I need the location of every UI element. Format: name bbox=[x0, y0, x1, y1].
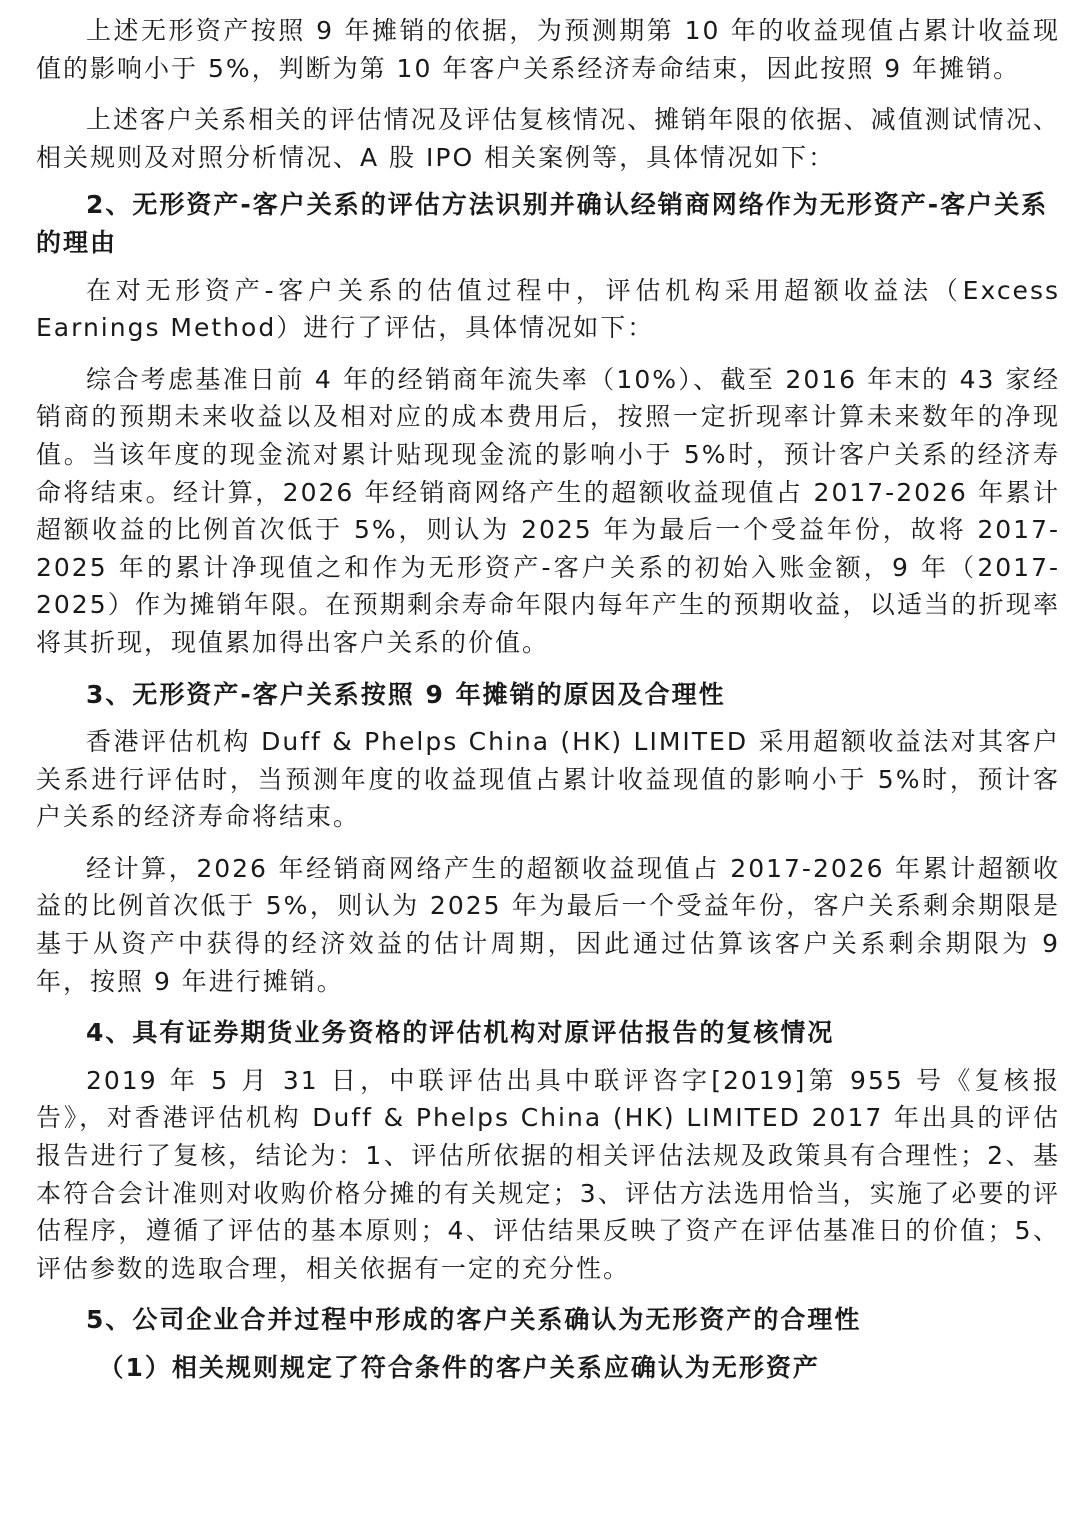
paragraph-remaining-period: 经计算，2026 年经销商网络产生的超额收益现值占 2017-2026 年累计超额收益的比例首次低于 5%，则认为 2025 年为最后一个受益年份，客户关系剩余期限是基于从资产中获得的经济效益的估计周期，因此通过估算该客户关系剩余期限为 9 年，按照 9 年进行摊销。 bbox=[36, 853, 1060, 996]
paragraph-overview: 上述客户关系相关的评估情况及评估复核情况、摊销年限的依据、减值测试情况、相关规则及对照分析情况、A 股 IPO 相关案例等，具体情况如下： bbox=[36, 105, 1060, 172]
section-heading-3: 3、无形资产-客户关系按照 9 年摊销的原因及合理性 bbox=[86, 679, 726, 709]
paragraph-valuation-method: 在对无形资产-客户关系的估值过程中，评估机构采用超额收益法（Excess Earnings Method）进行了评估，具体情况如下： bbox=[36, 275, 1060, 343]
paragraph-calculation-detail: 综合考虑基准日前 4 年的经销商年流失率（10%）、截至 2016 年末的 43 家经销商的预期未来收益以及相对应的成本费用后，按照一定折现率计算未来数年的净现值。当该年度的现金流对累计贴现现金流的影响小于 5%时，预计客户关系的经济寿命将结束。经计算，2026 年经销商网络产生的超额收益现值占 2017-2026 年累计超额收益的比例首次低于 5%，则认为 2025 年为最后一个受益年份，故将 2017-2025 年的累计净现值之和作为无形资产-客户关系的初始入账金额，9 年（2017-2025）作为摊销年限。在预期剩余寿命年限内每年产生的预期收益，以适当的折现率将其折现，现值累加得出客户关系的价值。 bbox=[36, 364, 1060, 657]
section-heading-5: 5、公司企业合并过程中形成的客户关系确认为无形资产的合理性 bbox=[86, 1305, 862, 1335]
sub-heading-5-1: （1）相关规则规定了符合条件的客户关系应确认为无形资产 bbox=[98, 1353, 820, 1382]
section-heading-4: 4、具有证券期货业务资格的评估机构对原评估报告的复核情况 bbox=[86, 1018, 835, 1048]
paragraph-hk-valuer: 香港评估机构 Duff & Phelps China (HK) LIMITED 采用超额收益法对其客户关系进行评估时，当预测年度的收益现值占累计收益现值的影响小于 5%时，预计客户关系的经济寿命将结束。 bbox=[36, 727, 1060, 832]
section-heading-2: 2、无形资产-客户关系的评估方法识别并确认经销商网络作为无形资产-客户关系的理由 bbox=[36, 190, 1049, 257]
paragraph-amortization-basis: 上述无形资产按照 9 年摊销的依据，为预测期第 10 年的收益现值占累计收益现值的影响小于 5%，判断为第 10 年客户关系经济寿命结束，因此按照 9 年摊销。 bbox=[36, 16, 1060, 83]
paragraph-review-report: 2019 年 5 月 31 日，中联评估出具中联评咨字[2019]第 955 号《复核报告》，对香港评估机构 Duff & Phelps China (HK) LIMITED 2017 年出具的评估报告进行了复核，结论为：1、评估所依据的相关评估法规及政策具有合理性；2、基本符合会计准则对收购价格分摊的有关规定；3、评估方法选用恰当，实施了必要的评估程序，遵循了评估的基本原则；4、评估结果反映了资产在评估基准日的价值；5、评估参数的选取合理，相关依据有一定的充分性。 bbox=[36, 1065, 1060, 1283]
document-page bbox=[36, 12, 1060, 1387]
